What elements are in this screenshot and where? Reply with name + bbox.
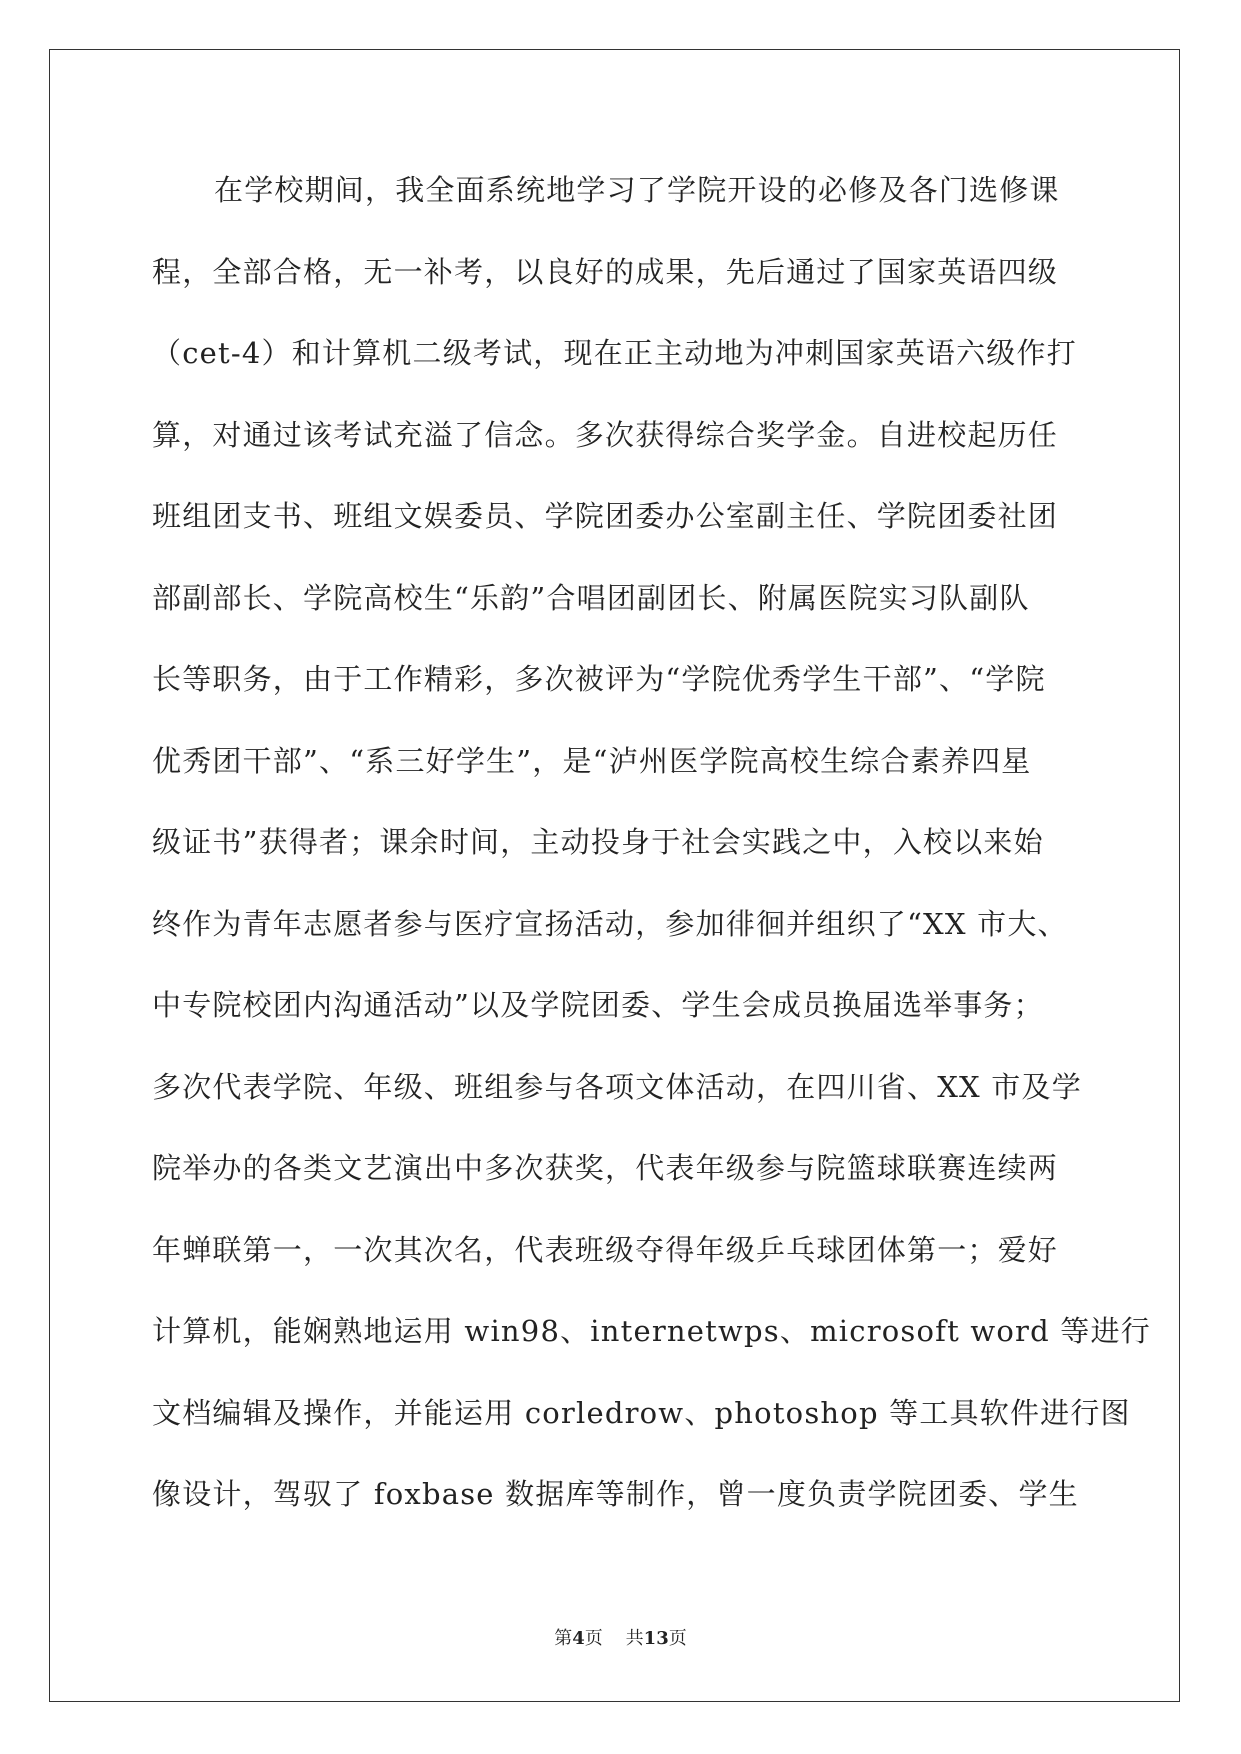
paragraph-line: 院举办的各类文艺演出中多次获奖，代表年级参与院篮球联赛连续两 <box>152 1151 1059 1185</box>
total-prefix: 共 <box>625 1628 644 1649</box>
paragraph-line: 多次代表学院、年级、班组参与各项文体活动，在四川省、XX 市及学 <box>152 1069 1082 1104</box>
paragraph-line: 级证书”获得者；课余时间，主动投身于社会实践之中，入校以来始 <box>152 825 1044 859</box>
paragraph-line: 部副部长、学院高校生“乐韵”合唱团副团长、附属医院实习队副队 <box>152 580 1030 615</box>
paragraph-line: 优秀团干部”、“系三好学生”，是“泸州医学院高校生综合素养四星 <box>152 743 1032 778</box>
paragraph-line: 年蝉联第一，一次其次名，代表班级夺得年级乒乓球团体第一；爱好 <box>152 1232 1059 1267</box>
paragraph-line: 程，全部合格，无一补考，以良好的成果，先后通过了国家英语四级 <box>152 254 1059 289</box>
paragraph-line: 算，对通过该考试充溢了信念。多次获得综合奖学金。自进校起历任 <box>152 417 1059 452</box>
paragraph-line: 班组团支书、班组文娱委员、学院团委办公室副主任、学院团委社团 <box>152 499 1059 533</box>
page-prefix: 第 <box>554 1628 573 1649</box>
page-suffix: 页 <box>584 1628 603 1649</box>
paragraph-line: 在学校期间，我全面系统地学习了学院开设的必修及各门选修课 <box>214 173 1060 207</box>
paragraph-line: 文档编辑及操作，并能运用 corledrow、photoshop 等工具软件进行图 <box>152 1395 1131 1430</box>
total-pages: 13 <box>643 1628 669 1649</box>
paragraph-line: 中专院校团内沟通活动”以及学院团委、学生会成员换届选举事务； <box>152 988 1044 1022</box>
total-suffix: 页 <box>668 1628 687 1649</box>
paragraph-line: 长等职务，由于工作精彩，多次被评为“学院优秀学生干部”、“学院 <box>152 662 1046 696</box>
paragraph-line: 终作为青年志愿者参与医疗宣扬活动，参加徘徊并组织了“XX 市大、 <box>152 906 1068 941</box>
document-body <box>152 164 1151 1550</box>
paragraph-line: 像设计，驾驭了 foxbase 数据库等制作，曾一度负责学院团委、学生 <box>152 1477 1079 1511</box>
paragraph-line: 计算机，能娴熟地运用 win98、internetwps、microsoft word 等进行 <box>152 1314 1151 1348</box>
page-footer <box>0 1624 1241 1650</box>
page-number: 4 <box>572 1628 585 1649</box>
paragraph-line: （cet-4）和计算机二级考试，现在正主动地为冲刺国家英语六级作打 <box>152 336 1077 370</box>
